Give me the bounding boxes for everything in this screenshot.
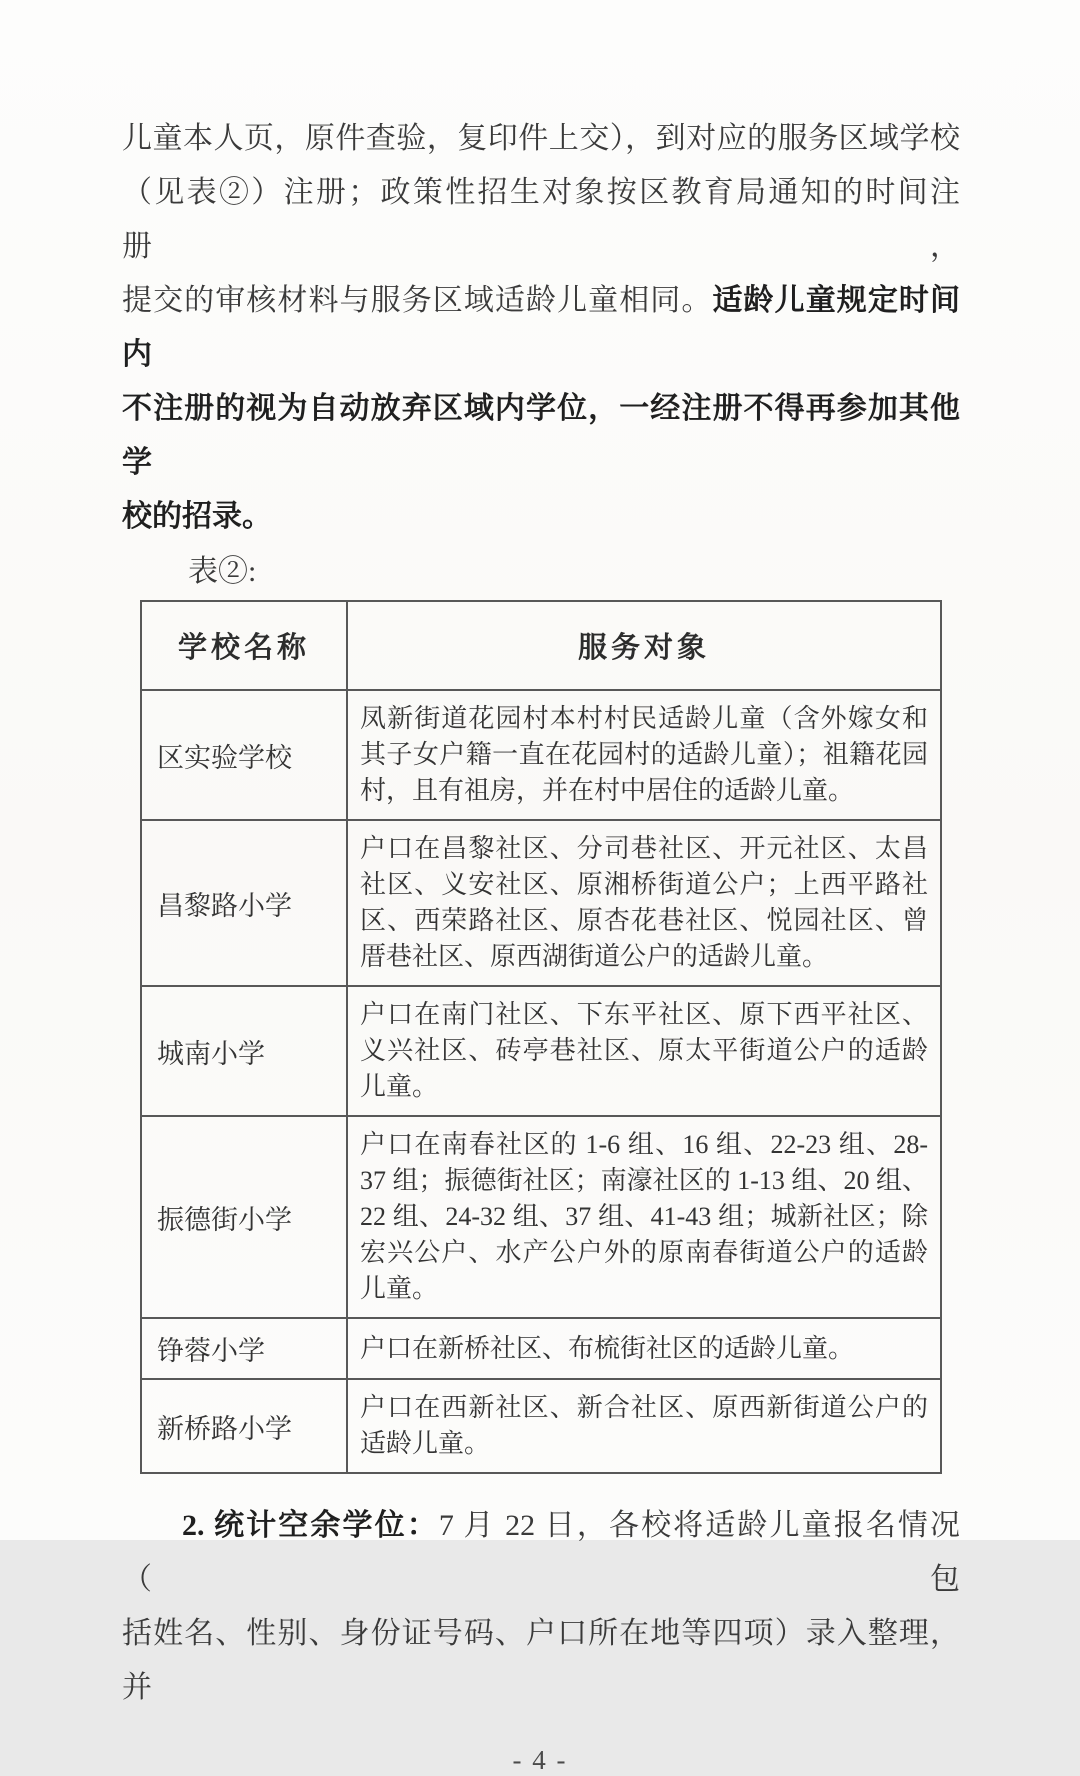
service-target-cell: 户口在昌黎社区、分司巷社区、开元社区、太昌社区、义安社区、原湘桥街道公户；上西平路社区、西荣路社区、原杏花巷社区、悦园社区、曾厝巷社区、原西湖街道公户的适龄儿童。 [347,820,941,986]
table-row [141,820,941,986]
text-segment: 提交的审核材料与服务区域适龄儿童相同。 [122,284,713,317]
text-line [122,1607,960,1715]
page-number: - 4 - [512,1745,568,1775]
school-name-cell: 振德街小学 [141,1116,347,1318]
text-segment: 儿童本人页，原件查验，复印件上交），到对应的服务区域学校 [122,122,960,155]
bold-text-segment: 2. 统计空余学位： [182,1509,439,1542]
closing-paragraph [122,1499,960,1715]
table-row [141,1379,941,1473]
service-target-cell: 凤新街道花园村本村村民适龄儿童（含外嫁女和其子女户籍一直在花园村的适龄儿童）；祖籍花园村，且有祖房，并在村中居住的适龄儿童。 [347,690,941,820]
text-line [122,490,960,544]
bold-text-segment: 适龄儿童规定时间内 [122,284,961,371]
school-name-cell: 昌黎路小学 [141,820,347,986]
school-service-table [140,600,942,1474]
header-service-target: 服务对象 [347,601,941,690]
table-header-row [141,601,941,690]
school-name-cell: 区实验学校 [141,690,347,820]
bold-text-segment: 不注册的视为自动放弃区域内学位，一经注册不得再参加其他学 [122,392,960,479]
table-row [141,690,941,820]
text-segment: 7 月 22 日，各校将适龄儿童报名情况（包 [122,1509,961,1596]
intro-paragraph [122,112,960,544]
text-line [122,112,960,166]
school-name-cell: 新桥路小学 [141,1379,347,1473]
service-target-cell: 户口在南春社区的 1-6 组、16 组、22-23 组、28-37 组；振德街社区；南濠社区的 1-13 组、20 组、22 组、24-32 组、37 组、41-43 组；城新社区；除宏兴公户、水产公户外的原南春街道公户的适龄儿童。 [347,1116,941,1318]
text-line [122,382,960,490]
table-row [141,1116,941,1318]
school-name-cell: 铮蓉小学 [141,1318,347,1379]
service-target-cell: 户口在新桥社区、布梳街社区的适龄儿童。 [347,1318,941,1379]
bold-text-segment: 校的招录。 [122,500,272,533]
school-name-cell: 城南小学 [141,986,347,1116]
table-body [141,690,941,1473]
table-row [141,1318,941,1379]
table2-label: 表②: [188,555,257,588]
table-row [141,986,941,1116]
text-segment: 括姓名、性别、身份证号码、户口所在地等四项）录入整理，并 [122,1617,960,1704]
service-target-cell: 户口在西新社区、新合社区、原西新街道公户的适龄儿童。 [347,1379,941,1473]
text-segment: （见表②）注册；政策性招生对象按区教育局通知的时间注册， [122,176,960,263]
text-line [122,166,960,274]
text-line [122,1499,960,1607]
text-line [122,274,960,382]
service-target-cell: 户口在南门社区、下东平社区、原下西平社区、义兴社区、砖亭巷社区、原太平街道公户的适龄儿童。 [347,986,941,1116]
header-school-name: 学校名称 [141,601,347,690]
